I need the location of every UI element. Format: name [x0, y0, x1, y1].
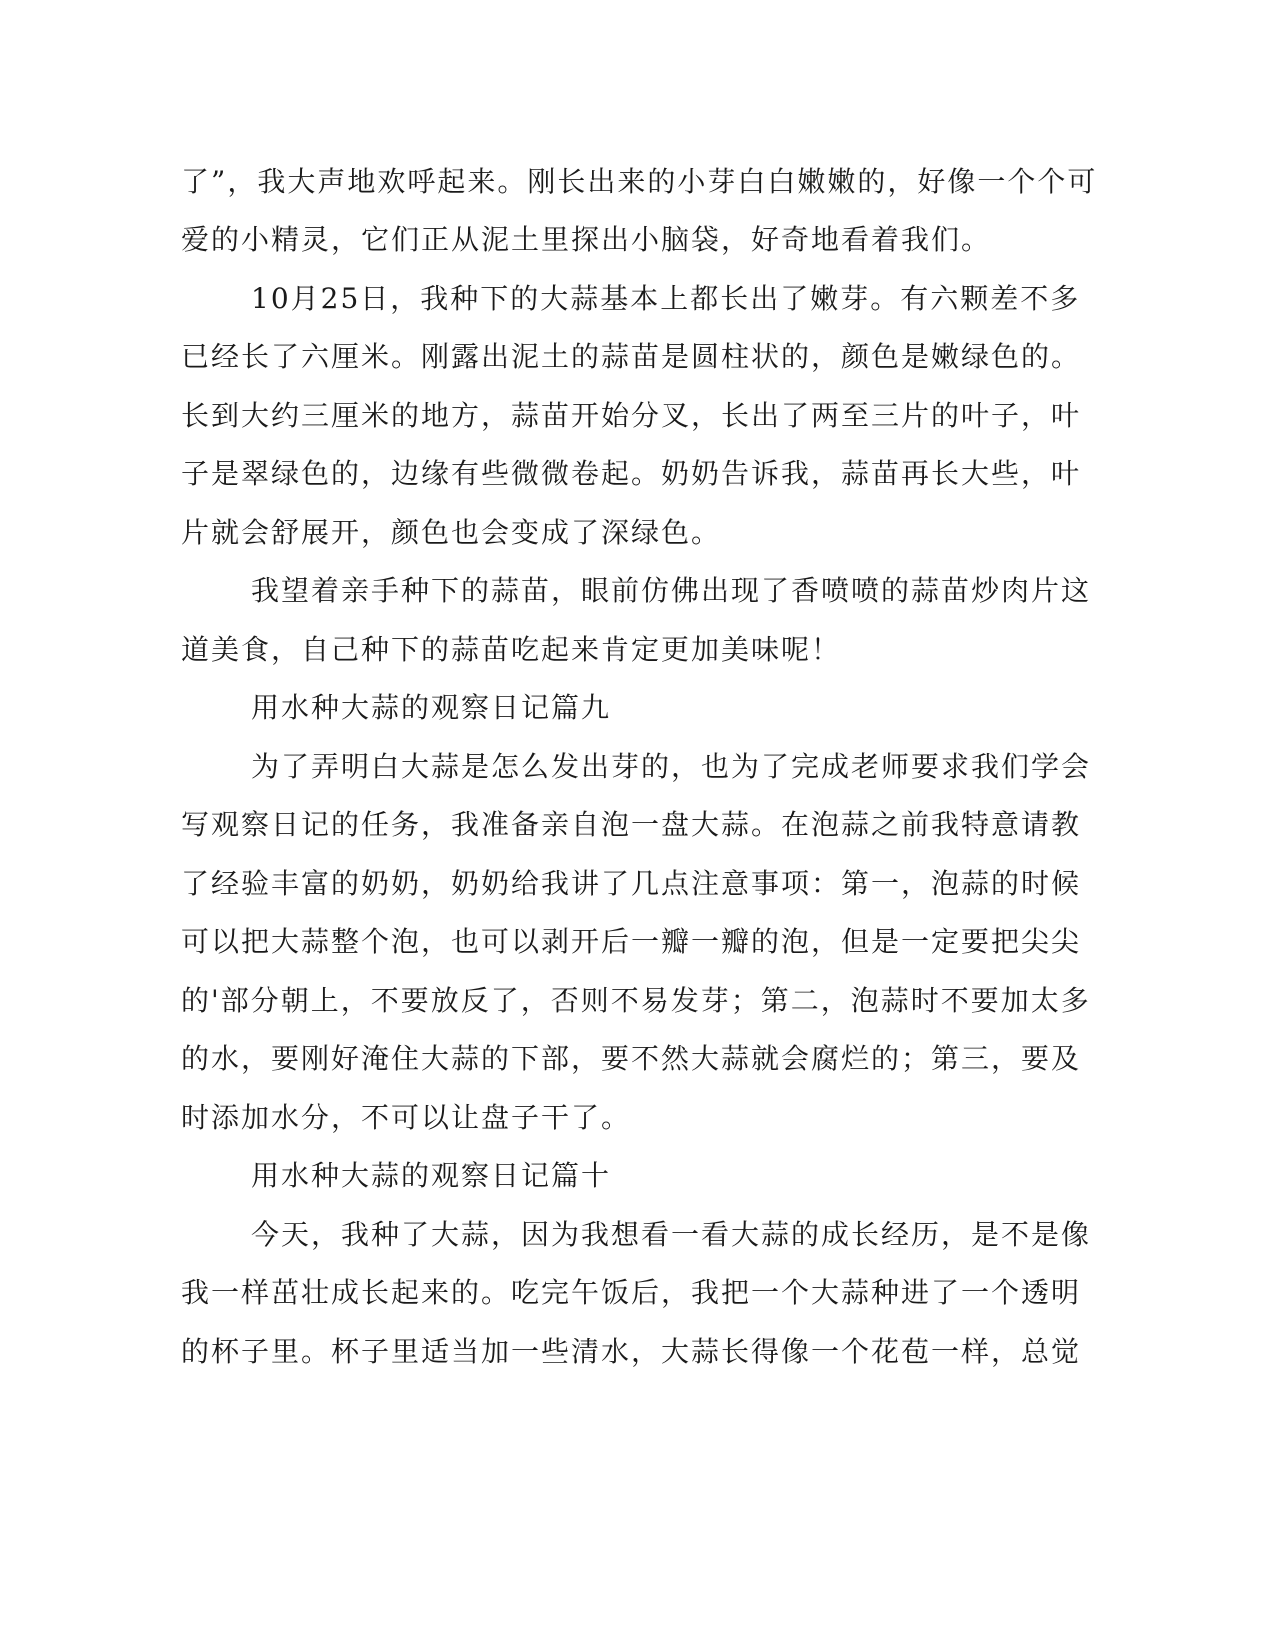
text-line: 了”，我大声地欢呼起来。刚长出来的小芽白白嫩嫩的，好像一个个可 [181, 165, 1098, 198]
text-line: 我一样茁壮成长起来的。吃完午饭后，我把一个大蒜种进了一个透明 [181, 1276, 1082, 1309]
paragraph-start-line: 为了弄明白大蒜是怎么发出芽的，也为了完成老师要求我们学会 [251, 750, 1092, 783]
text-line: 可以把大蒜整个泡，也可以剥开后一瓣一瓣的泡，但是一定要把尖尖 [181, 925, 1082, 958]
text-line: 爱的小精灵，它们正从泥土里探出小脑袋，好奇地看着我们。 [181, 223, 992, 256]
text-line: 的杯子里。杯子里适当加一些清水，大蒜长得像一个花苞一样，总觉 [181, 1335, 1082, 1368]
text-line: 的'部分朝上，不要放反了，否则不易发芽；第二，泡蒜时不要加太多 [181, 984, 1091, 1017]
text-line: 长到大约三厘米的地方，蒜苗开始分叉，长出了两至三片的叶子，叶 [181, 399, 1082, 432]
text-line: 了经验丰富的奶奶，奶奶给我讲了几点注意事项：第一，泡蒜的时候 [181, 867, 1082, 900]
text-line: 的水，要刚好淹住大蒜的下部，要不然大蒜就会腐烂的；第三，要及 [181, 1042, 1082, 1075]
paragraph-start-line: 10月25日，我种下的大蒜基本上都长出了嫩芽。有六颗差不多 [251, 282, 1081, 315]
paragraph-start-line: 今天，我种了大蒜，因为我想看一看大蒜的成长经历，是不是像 [251, 1218, 1092, 1251]
paragraph-start-line: 我望着亲手种下的蒜苗，眼前仿佛出现了香喷喷的蒜苗炒肉片这 [251, 574, 1092, 607]
text-line: 写观察日记的任务，我准备亲自泡一盘大蒜。在泡蒜之前我特意请教 [181, 808, 1082, 841]
text-line: 片就会舒展开，颜色也会变成了深绿色。 [181, 516, 722, 549]
text-line: 道美食，自己种下的蒜苗吃起来肯定更加美味呢！ [181, 633, 842, 666]
section-heading: 用水种大蒜的观察日记篇九 [251, 691, 612, 724]
text-line: 已经长了六厘米。刚露出泥土的蒜苗是圆柱状的，颜色是嫩绿色的。 [181, 340, 1082, 373]
text-line: 时添加水分，不可以让盘子干了。 [181, 1101, 632, 1134]
section-heading: 用水种大蒜的观察日记篇十 [251, 1159, 612, 1192]
text-line: 子是翠绿色的，边缘有些微微卷起。奶奶告诉我，蒜苗再长大些，叶 [181, 457, 1082, 490]
